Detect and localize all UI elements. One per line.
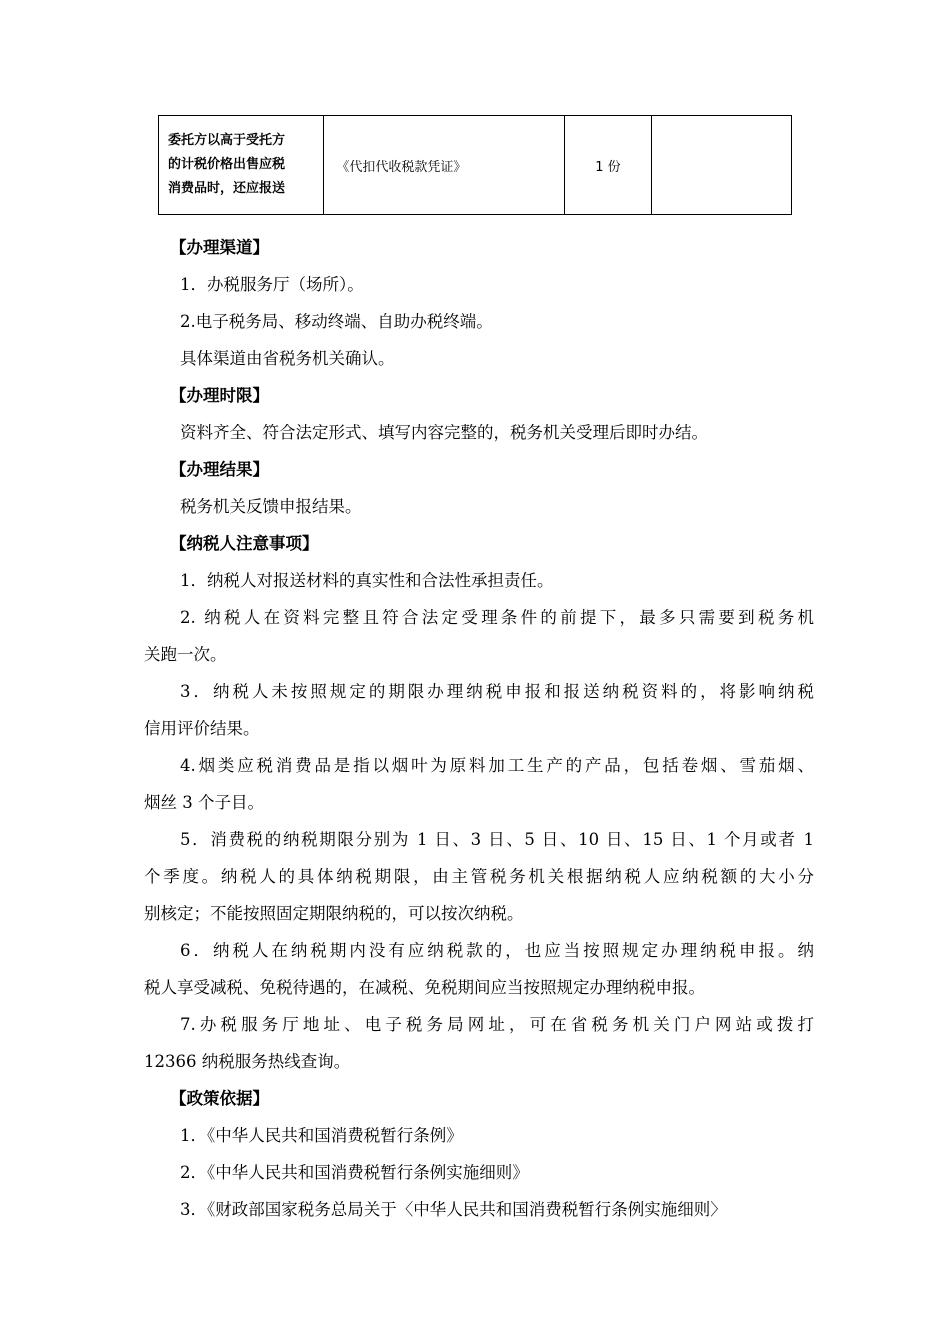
condition-line: 消费品时，还应报送 [168, 181, 286, 196]
section-heading-notes: 【纳税人注意事项】 [170, 534, 319, 553]
note-item [144, 562, 814, 599]
paragraph-line: 信用评价结果。 [144, 719, 260, 738]
document-cell: 《代扣代收税款凭证》 [324, 116, 565, 215]
paragraph: 1．办税服务厅（场所）。 [180, 275, 364, 294]
note-item [144, 1006, 814, 1080]
table-row [159, 116, 792, 215]
paragraph: 税务机关反馈申报结果。 [180, 497, 362, 516]
paragraph-line: 5．消费税的纳税期限分别为 1 日、3 日、5 日、10 日、15 日、1 个月或者 1 [180, 830, 814, 849]
condition-line: 的计税价格出售应税 [168, 157, 286, 172]
paragraph-line: 烟丝 3 个子目。 [144, 793, 264, 812]
paragraph: 2.电子税务局、移动终端、自助办税终端。 [180, 312, 493, 331]
paragraph: 2．《中华人民共和国消费税暂行条例实施细则》 [180, 1163, 529, 1182]
note-item [144, 821, 814, 932]
paragraph-line: 别核定；不能按照固定期限纳税的，可以按次纳税。 [144, 904, 524, 923]
paragraph: 3．《财政部国家税务总局关于〈中华人民共和国消费税暂行条例实施细则〉 [180, 1200, 727, 1219]
materials-table [158, 115, 792, 215]
section-heading-policy: 【政策依据】 [170, 1089, 269, 1108]
section-heading-result: 【办理结果】 [170, 460, 269, 479]
paragraph-line: 2. 纳税人在资料完整且符合法定受理条件的前提下，最多只需要到税务机 [180, 608, 814, 627]
paragraph-line: 3．纳税人未按照规定的期限办理纳税申报和报送纳税资料的，将影响纳税 [180, 682, 814, 701]
condition-line: 委托方以高于受托方 [168, 133, 286, 148]
remark-cell [651, 116, 792, 215]
note-item [144, 673, 814, 747]
section-heading-time-limit: 【办理时限】 [170, 386, 269, 405]
section-heading-channels: 【办理渠道】 [170, 238, 269, 257]
paragraph-line: 4.烟类应税消费品是指以烟叶为原料加工生产的产品，包括卷烟、雪茄烟、 [180, 756, 814, 775]
paragraph-line: 关跑一次。 [144, 645, 227, 664]
paragraph-line: 1．纳税人对报送材料的真实性和合法性承担责任。 [180, 571, 554, 590]
paragraph-line: 12366 纳税服务热线查询。 [144, 1052, 351, 1071]
condition-cell [159, 116, 324, 215]
paragraph-line: 7.办税服务厅地址、电子税务局网址，可在省税务机关门户网站或拨打 [180, 1015, 814, 1034]
note-item [144, 747, 814, 821]
paragraph-line: 税人享受减税、免税待遇的，在减税、免税期间应当按照规定办理纳税申报。 [144, 978, 705, 997]
paragraph-line: 个季度。纳税人的具体纳税期限，由主管税务机关根据纳税人应纳税额的大小分 [144, 867, 814, 886]
note-item [144, 932, 814, 1006]
paragraph: 1．《中华人民共和国消费税暂行条例》 [180, 1126, 463, 1145]
note-item [144, 599, 814, 673]
quantity-cell: 1 份 [565, 116, 651, 215]
document-body [144, 229, 814, 1228]
paragraph: 资料齐全、符合法定形式、填写内容完整的，税务机关受理后即时办结。 [180, 423, 708, 442]
paragraph: 具体渠道由省税务机关确认。 [180, 349, 395, 368]
paragraph-line: 6．纳税人在纳税期内没有应纳税款的，也应当按照规定办理纳税申报。纳 [180, 941, 814, 960]
